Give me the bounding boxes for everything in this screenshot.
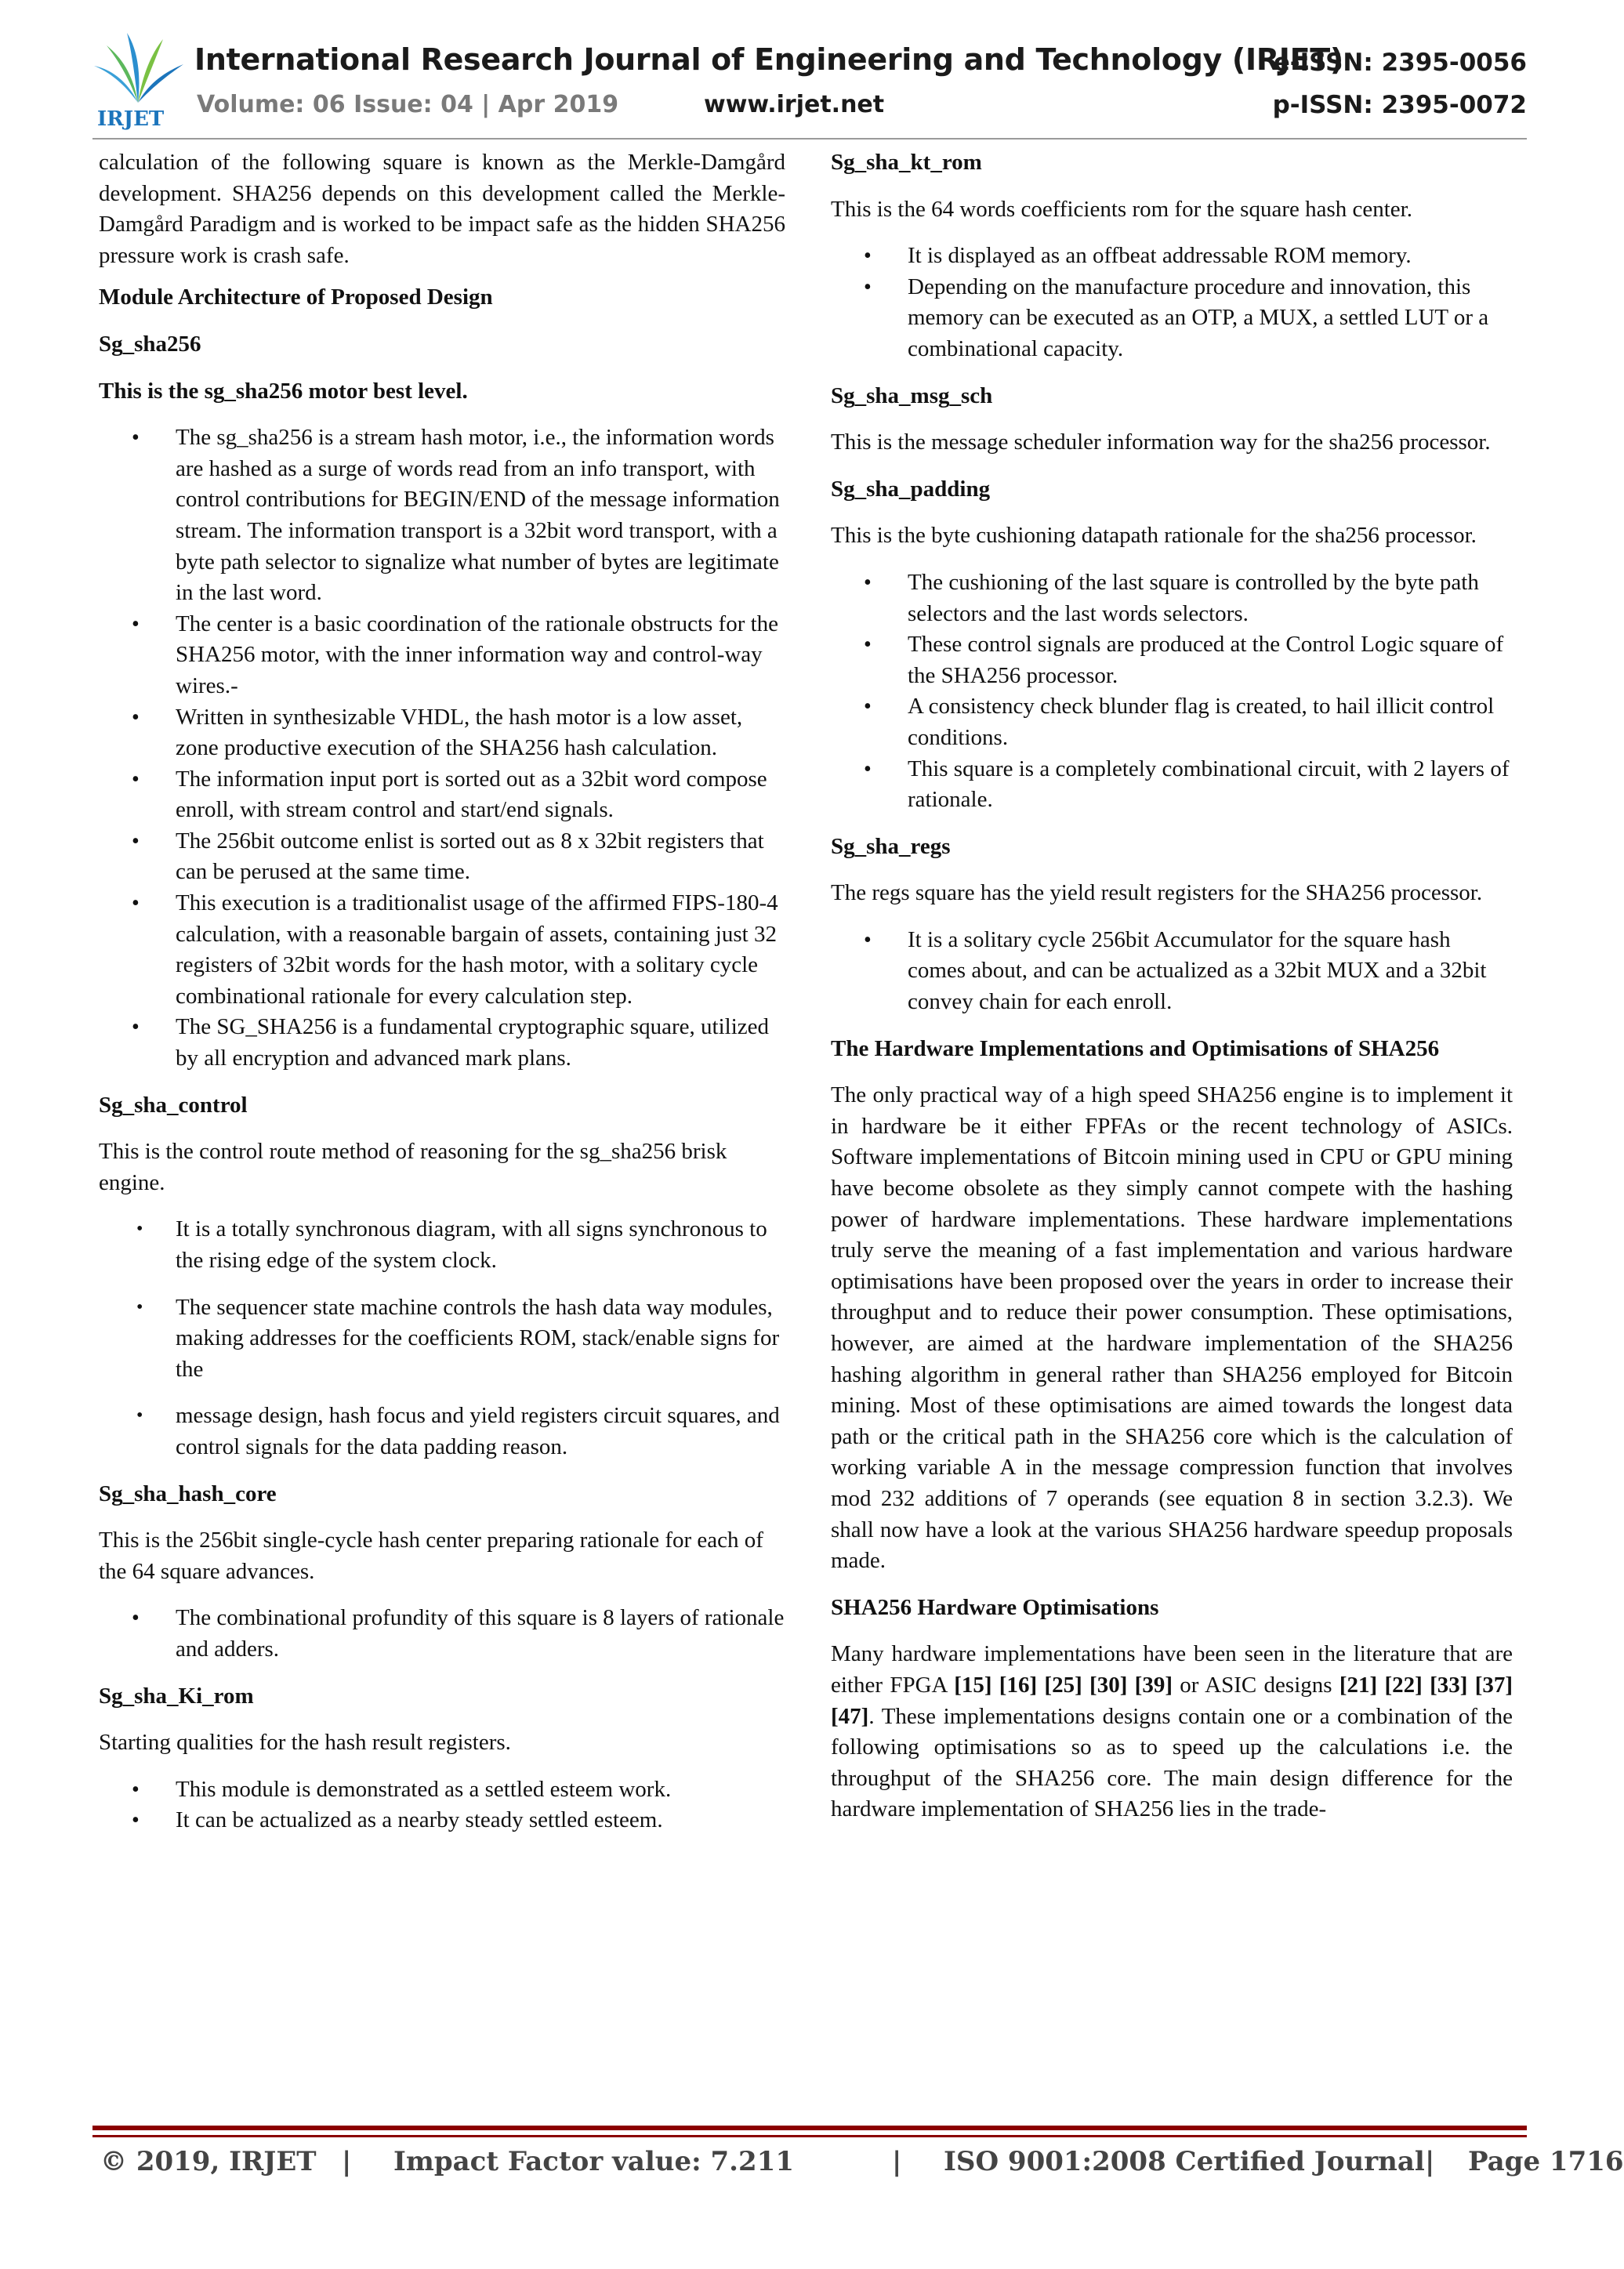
paragraph-ki-rom: Starting qualities for the hash result registers. xyxy=(99,1730,511,1756)
list-item: • The cushioning of the last square is controlled by the byte path selectors and the last words selectors. xyxy=(908,567,1513,629)
list-item: • The 256bit outcome enlist is sorted out as 8 x 32bit registers that can be perused at the same time. xyxy=(176,826,785,888)
list-item: • This execution is a traditionalist usage of the affirmed FIPS-180-4 calculation, with a reasonable bargain of assets, containing just 32 registers of 32bit words for the hash motor, with a solitary cycle combinational rationale for every calculation step. xyxy=(176,888,785,1012)
list-hash-core xyxy=(99,1603,785,1665)
references-fpga: [15] [16] [25] [30] [39] xyxy=(954,1672,1173,1698)
footer-divider-thick xyxy=(92,2126,1527,2130)
irjet-logo xyxy=(92,28,185,131)
header-divider xyxy=(92,138,1527,140)
text-run: Many hardware implementations have been seen in the literature that are either FPGA xyxy=(831,1641,1513,1698)
list-item: • The SG_SHA256 is a fundamental cryptographic square, utilized by all encryption and advanced mark plans. xyxy=(176,1012,785,1074)
heading-sg-sha-msg-sch: Sg_sha_msg_sch xyxy=(831,382,993,408)
list-item: • This module is demonstrated as a settled esteem work. xyxy=(176,1774,785,1806)
heading-module-architecture: Module Architecture of Proposed Design xyxy=(99,285,493,310)
list-item: • message design, hash focus and yield registers circuit squares, and control signals for the data padding reason. xyxy=(176,1401,785,1463)
list-item: • The information input port is sorted out as a 32bit word compose enroll, with stream control and start/end signals. xyxy=(176,764,785,826)
list-item: • It can be actualized as a nearby steady settled esteem. xyxy=(176,1805,785,1836)
p-issn: p-ISSN: 2395-0072 xyxy=(1272,91,1527,119)
list-item: • Depending on the manufacture procedure and innovation, this memory can be executed as an OTP, a MUX, a settled LUT or a combinational capacity. xyxy=(908,272,1513,365)
journal-title: International Research Journal of Engineering and Technology (IRJET) xyxy=(194,42,1343,77)
heading-sg-sha-ki-rom: Sg_sha_Ki_rom xyxy=(99,1683,254,1709)
list-item: • A consistency check blunder flag is created, to hail illicit control conditions. xyxy=(908,691,1513,753)
left-column xyxy=(99,147,785,1852)
heading-sg-sha-control: Sg_sha_control xyxy=(99,1092,248,1118)
list-item: • The combinational profundity of this square is 8 layers of rationale and adders. xyxy=(176,1603,785,1665)
website-link[interactable]: www.irjet.net xyxy=(704,91,885,118)
paragraph-hardware-optimisations xyxy=(831,1639,1513,1825)
list-regs xyxy=(831,925,1513,1018)
heading-sg-sha-hash-core: Sg_sha_hash_core xyxy=(99,1481,277,1506)
paragraph-regs: The regs square has the yield result registers for the SHA256 processor. xyxy=(831,880,1483,906)
footer-page-number: Page 1716 xyxy=(1468,2146,1624,2177)
footer-divider-thin xyxy=(92,2135,1527,2137)
footer-copyright: © 2019, IRJET xyxy=(100,2146,317,2177)
list-sg-sha256 xyxy=(99,422,785,1074)
heading-hardware-implementations: The Hardware Implementations and Optimisations of SHA256 xyxy=(831,1035,1440,1061)
paragraph-control: This is the control route method of reasoning for the sg_sha256 brisk engine. xyxy=(99,1139,727,1195)
heading-hardware-optimisations: SHA256 Hardware Optimisations xyxy=(831,1594,1159,1620)
paragraph-hardware-implementations: The only practical way of a high speed SHA256 engine is to implement it in hardware be it either FPFAs or the recent technology of ASICs. Software implementations of Bitcoin mining used in CPU or GPU mining have become obsolete as they simply cannot compete with the hashing power of hardware implementations. These hardware implementations truly serve the meaning of a fast implementation and various hardware optimisations have been proposed over the years in order to increase their throughput and to reduce their power consumption. These optimisations, however, are aimed at the hardware implementation of the SHA256 hashing algorithm in general rather than SHA256 employed for Bitcoin mining. Most of these optimisations are aimed towards the longest data path or the critical path in the SHA256 core which is the calculation of working variable A in the message compression function that involves mod 232 additions of 7 operands (see equation 8 in section 3.2.3). We shall now have a look at the various SHA256 hardware speedup proposals made. xyxy=(831,1082,1513,1574)
page-header xyxy=(92,28,1527,146)
list-ki-rom xyxy=(99,1774,785,1836)
list-control xyxy=(99,1214,785,1463)
footer-separator: | xyxy=(1425,2146,1435,2177)
intro-paragraph: calculation of the following square is known as the Merkle-Damgård development. SHA256 depends on this development called the Merkle-Damgård Paradigm and is worked to be impact safe as the hidden SHA256 pressure work is crash safe. xyxy=(99,150,785,268)
heading-sg-sha256: Sg_sha256 xyxy=(99,331,201,357)
paragraph-kt-rom: This is the 64 words coefficients rom for the square hash center. xyxy=(831,196,1412,222)
list-padding xyxy=(831,567,1513,816)
list-item: • It is a solitary cycle 256bit Accumulator for the square hash comes about, and can be actualized as a 32bit MUX and a 32bit convey chain for each enroll. xyxy=(908,925,1513,1018)
svg-text:IRJET: IRJET xyxy=(97,107,165,131)
paragraph-padding: This is the byte cushioning datapath rationale for the sha256 processor. xyxy=(831,523,1477,549)
volume-issue: Volume: 06 Issue: 04 | Apr 2019 xyxy=(197,91,619,118)
references-asic: [21] [22] [33] [37] [47] xyxy=(831,1672,1513,1729)
e-issn: e-ISSN: 2395-0056 xyxy=(1273,49,1527,77)
text-run: or ASIC designs xyxy=(1180,1672,1332,1698)
paragraph-hash-core: This is the 256bit single-cycle hash center preparing rationale for each of the 64 square advances. xyxy=(99,1528,763,1584)
list-item: • The center is a basic coordination of the rationale obstructs for the SHA256 motor, with the inner information way and control-way wires.- xyxy=(176,609,785,702)
list-item: • The sequencer state machine controls the hash data way modules, making addresses for the coefficients ROM, stack/enable signs for the xyxy=(176,1292,785,1386)
list-item: • It is displayed as an offbeat addressable ROM memory. xyxy=(908,241,1513,272)
list-item: • Written in synthesizable VHDL, the hash motor is a low asset, zone productive execution of the SHA256 hash calculation. xyxy=(176,702,785,764)
heading-sg-sha-padding: Sg_sha_padding xyxy=(831,476,991,502)
list-kt-rom xyxy=(831,241,1513,364)
footer-iso: ISO 9001:2008 Certified Journal xyxy=(944,2146,1425,2177)
text-run: . These implementations designs contain one or a combination of the following optimisations so as to speed up the calculations i.e. the throughput of the SHA256 core. The main design difference for the hardware implementation of SHA256 lies in the trade- xyxy=(831,1703,1513,1822)
heading-sg-sha-kt-rom: Sg_sha_kt_rom xyxy=(831,150,982,175)
page-footer xyxy=(92,2146,1624,2193)
heading-sg-sha-regs: Sg_sha_regs xyxy=(831,833,951,859)
list-item: • This square is a completely combinational circuit, with 2 layers of rationale. xyxy=(908,754,1513,816)
list-item: • These control signals are produced at the Control Logic square of the SHA256 processor. xyxy=(908,629,1513,691)
footer-separator: | xyxy=(892,2146,902,2177)
footer-separator: | xyxy=(342,2146,352,2177)
subheading-top-level: This is the sg_sha256 motor best level. xyxy=(99,378,468,404)
list-item: • The sg_sha256 is a stream hash motor, i.e., the information words are hashed as a surge of words read from an info transport, with control contributions for BEGIN/END of the message information stream. The information transport is a 32bit word transport, with a byte path selector to signalize what number of bytes are legitimate in the last word. xyxy=(176,422,785,609)
list-item: • It is a totally synchronous diagram, with all signs synchronous to the rising edge of the system clock. xyxy=(176,1214,785,1276)
footer-impact-factor: Impact Factor value: 7.211 xyxy=(393,2146,794,2177)
paragraph-msg-sch: This is the message scheduler information way for the sha256 processor. xyxy=(831,430,1491,455)
right-column xyxy=(831,147,1513,1841)
